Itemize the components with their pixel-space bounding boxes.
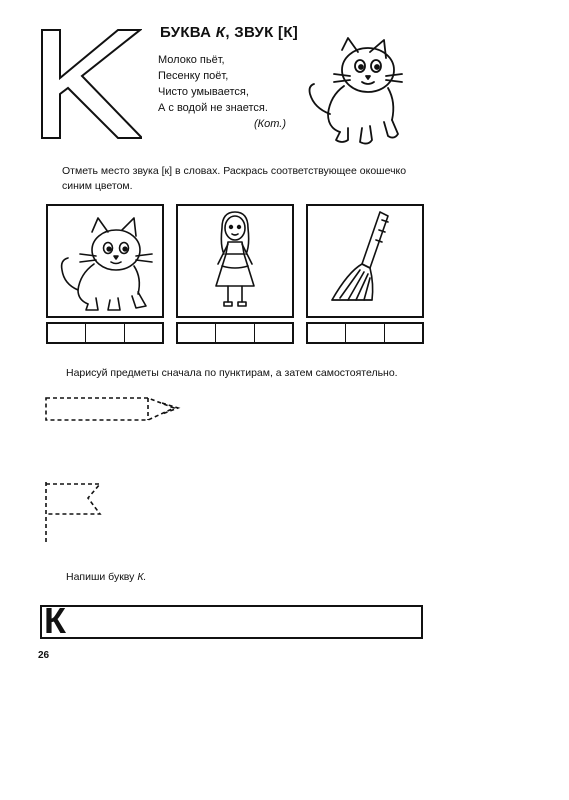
sound-cell[interactable] — [385, 324, 422, 342]
task1-line: Отметь место звука [к] в словах. Раскрась соответствующее окошечко — [62, 165, 407, 177]
task3-instruction — [66, 570, 146, 585]
sound-cell[interactable] — [125, 324, 162, 342]
title-prefix: БУКВА — [160, 24, 216, 41]
picture-box-doll — [176, 204, 294, 318]
sound-cell[interactable] — [48, 324, 86, 342]
poem-line: Чисто умывается, — [158, 86, 249, 98]
title-suffix: , ЗВУК [К] — [225, 24, 299, 41]
title-letter: К — [215, 24, 226, 41]
task3-text: Напиши букву — [66, 571, 138, 583]
kitten-illustration-icon — [300, 36, 410, 148]
riddle-poem — [158, 52, 286, 132]
sound-cell[interactable] — [178, 324, 216, 342]
doll-icon — [178, 206, 292, 316]
sound-cell[interactable] — [308, 324, 346, 342]
sound-cells-broom — [306, 322, 424, 344]
page-title — [160, 24, 298, 41]
sound-cell[interactable] — [216, 324, 254, 342]
sound-cells-cat — [46, 322, 164, 344]
sound-cell[interactable] — [86, 324, 124, 342]
task1-instruction — [62, 164, 406, 194]
poem-answer: (Кот.) — [254, 118, 287, 130]
page-number: 26 — [38, 650, 50, 661]
picture-box-cat — [46, 204, 164, 318]
sound-cells-doll — [176, 322, 294, 344]
big-letter-k-icon — [38, 28, 142, 140]
dotted-flag-icon[interactable] — [40, 478, 110, 548]
cat-icon — [48, 206, 162, 316]
sound-cell[interactable] — [346, 324, 384, 342]
writing-line[interactable] — [40, 600, 423, 641]
broom-icon — [308, 206, 422, 316]
picture-box-broom — [306, 204, 424, 318]
dotted-pencil-icon[interactable] — [40, 392, 190, 426]
task1-line: синим цветом. — [62, 180, 133, 192]
task3-letter: К. — [137, 571, 147, 583]
sample-letter: К — [44, 600, 66, 641]
task2-instruction: Нарисуй предметы сначала по пунктирам, а затем самостоятельно. — [66, 367, 398, 379]
poem-line: Песенку поёт, — [158, 70, 229, 82]
sound-cell[interactable] — [255, 324, 292, 342]
poem-line: Молоко пьёт, — [158, 54, 225, 66]
poem-line: А с водой не знается. — [158, 102, 268, 114]
